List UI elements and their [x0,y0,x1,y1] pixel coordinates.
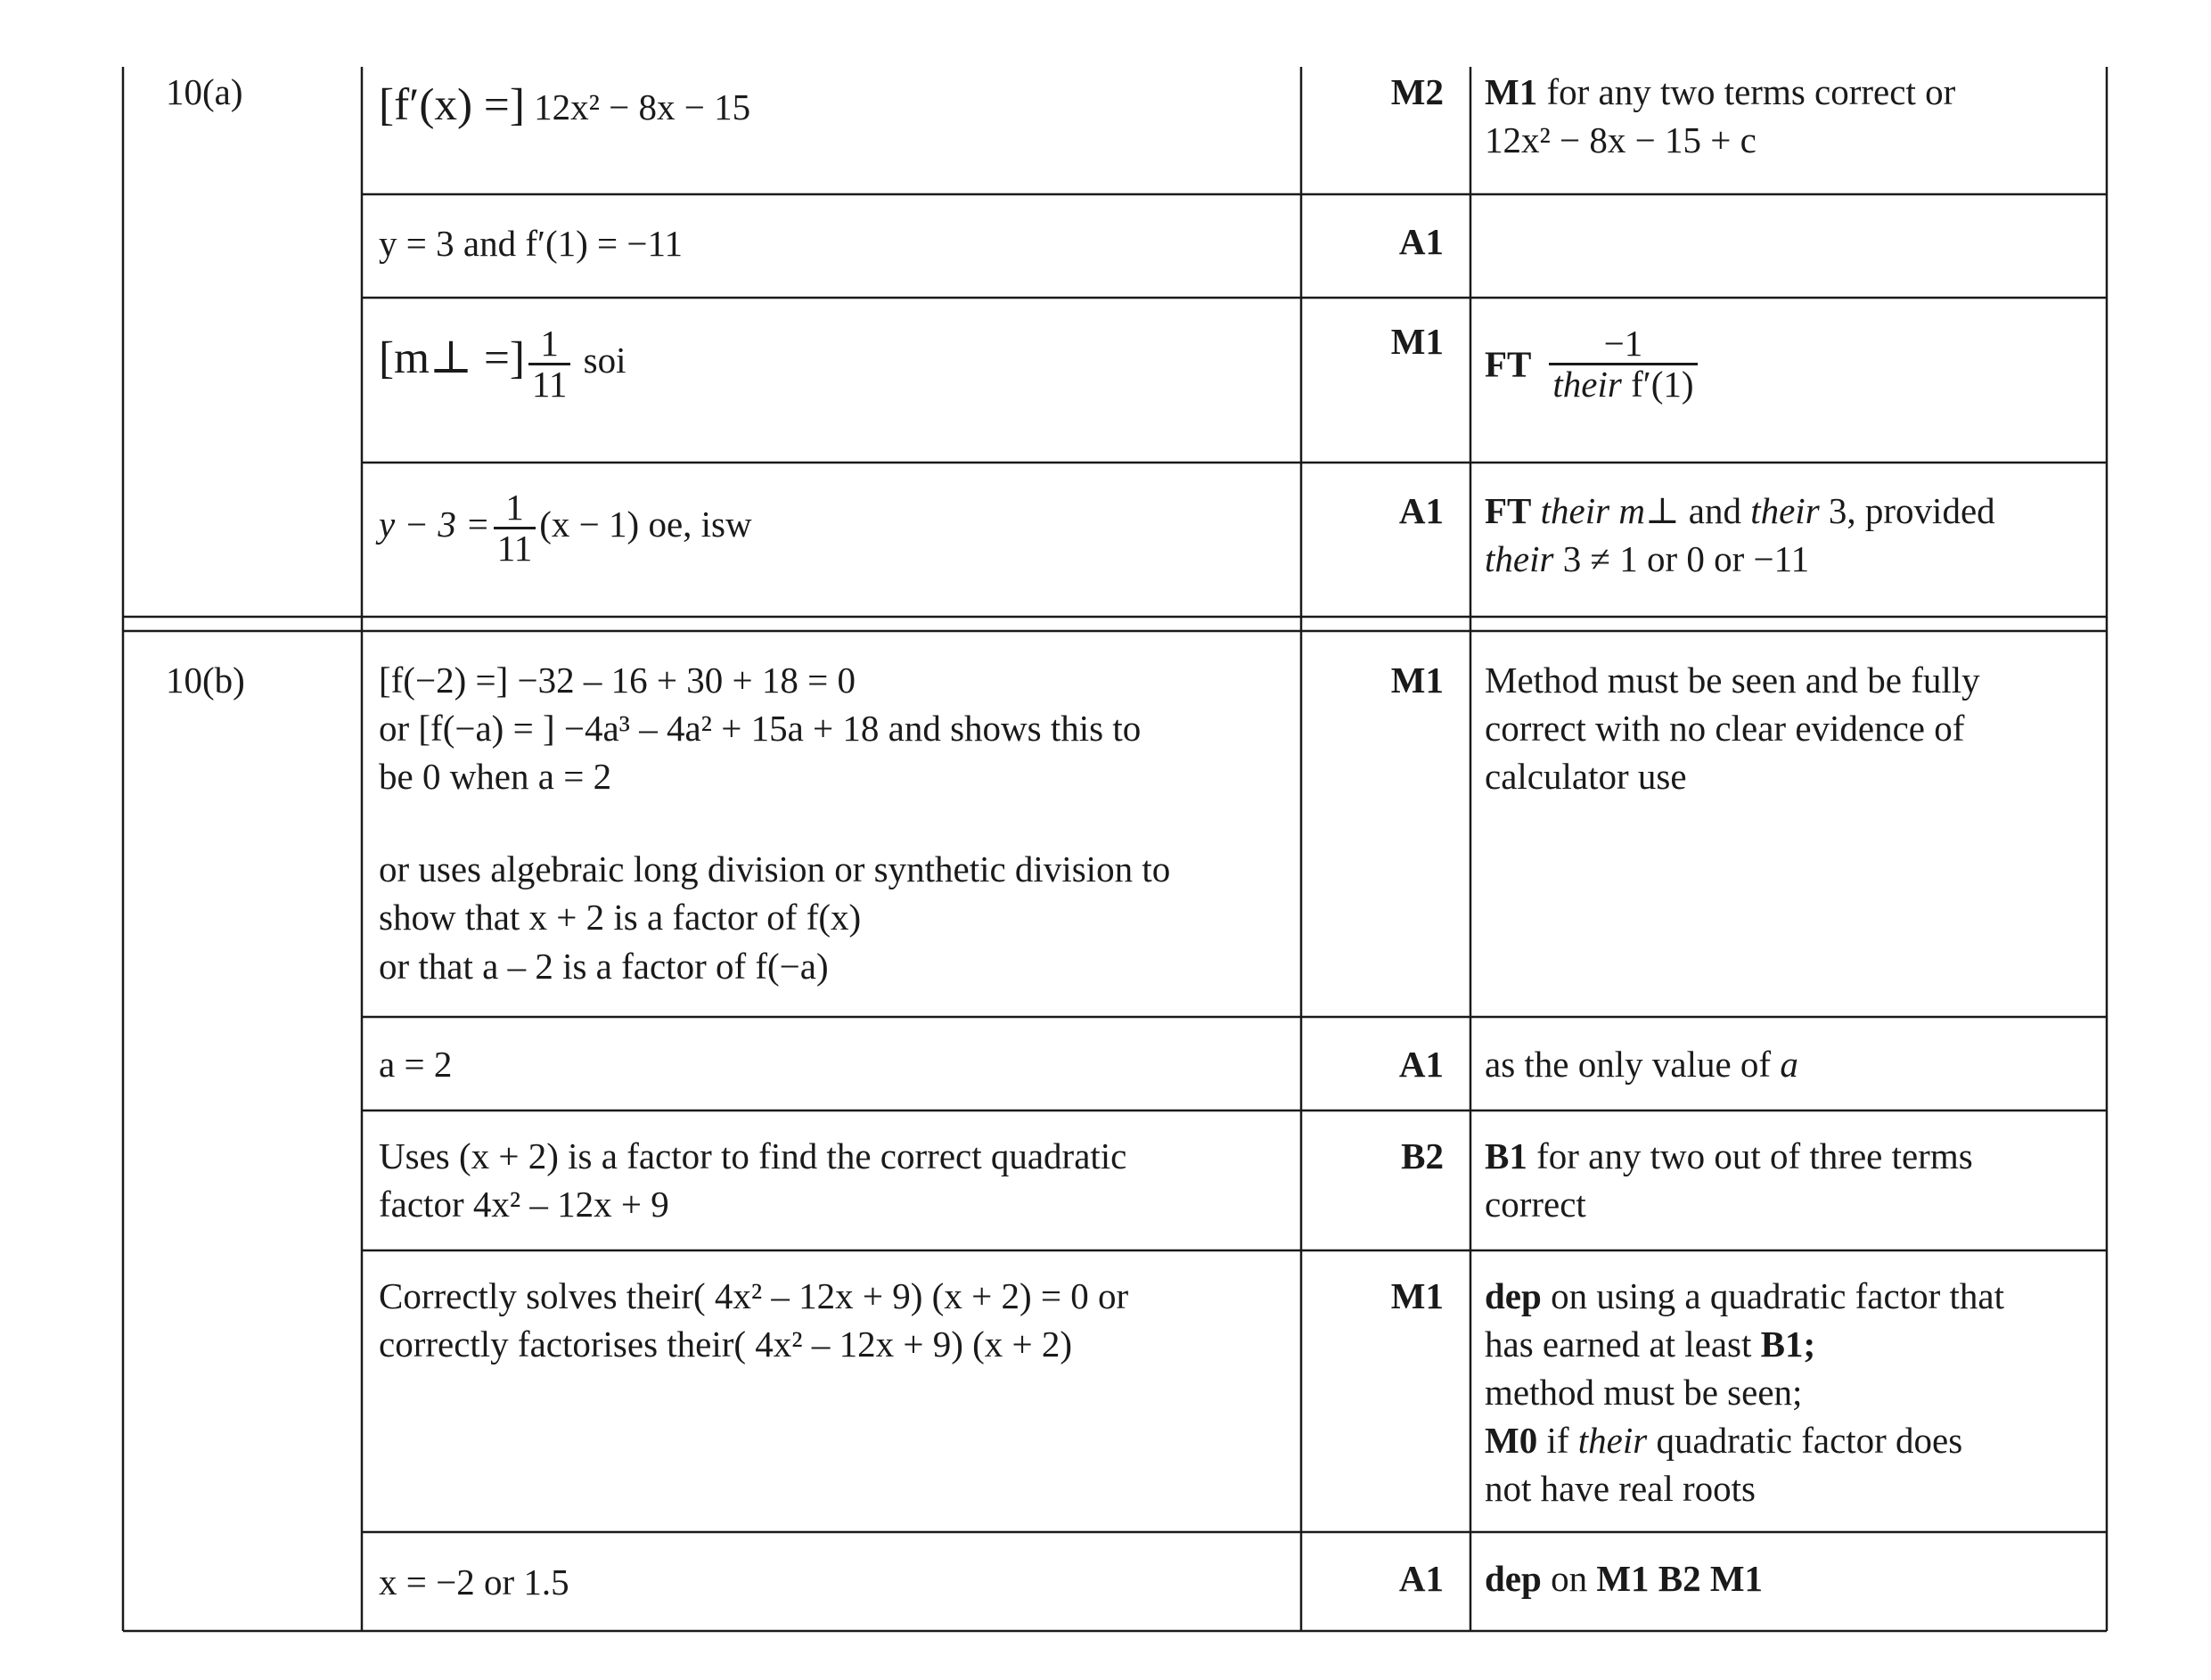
answer-text: x = −2 or 1.5 [379,1561,569,1602]
mark-code: M1 [1390,660,1444,701]
guidance-line2: 3 ≠ 1 or 0 or −11 [1562,538,1810,580]
mark-10b-1 [1297,656,1444,704]
answer-lhs: y − 3 = [379,503,490,545]
guidance-text: has earned at least [1485,1324,1752,1365]
mark-10b-4 [1297,1272,1444,1320]
question-label-10a [166,68,353,116]
guidance-10a-3 [1485,324,2100,404]
guidance-italic: their [1540,490,1610,531]
guidance-bold: M1 [1485,71,1538,112]
guidance-text: method must be seen; [1485,1372,1803,1414]
guidance-text: quadratic factor does [1656,1420,1963,1462]
answer-line: be 0 when a = 2 [379,756,612,798]
mark-10a-3 [1297,317,1444,365]
guidance-italic: their [1750,490,1820,531]
guidance-line: correct with no clear evidence of [1485,708,1965,750]
guidance-bold: FT [1485,490,1532,531]
fraction [528,324,570,404]
question-label-text: 10(b) [166,660,245,701]
guidance-bold: FT [1485,343,1532,385]
answer-row-10b-2 [379,1040,1279,1088]
guidance-bold: M1 B2 M1 [1596,1558,1764,1599]
fraction-denominator: f′(1) [1631,364,1694,406]
answer-text: a = 2 [379,1044,453,1085]
answer-line: correctly factorises their( 4x² – 12x + 9) (x + 2) [379,1324,1073,1365]
answer-bracket: [f′(x) =] [379,79,525,130]
answer-text: y = 3 and f′(1) = −11 [379,223,683,264]
guidance-text: for any two out of three terms [1536,1135,1973,1176]
mark-code: A1 [1398,1044,1444,1085]
fraction-denominator-italic: their [1552,364,1622,406]
guidance-text: on [1551,1558,1588,1599]
guidance-symbol: m⊥ [1618,490,1680,531]
answer-rhs: (x − 1) oe, isw [539,503,752,545]
guidance-bold: dep [1485,1558,1542,1599]
fraction-denominator: 11 [531,364,568,406]
guidance-bold: M0 [1485,1420,1538,1462]
guidance-line: calculator use [1485,756,1687,798]
mark-code: M1 [1390,321,1444,362]
answer-row-10b-1 [379,656,1279,990]
mark-code: A1 [1398,490,1444,531]
answer-row-10b-4 [379,1272,1279,1368]
answer-line: or [f(−a) = ] −4a³ – 4a² + 15a + 18 and shows this to [379,708,1142,750]
answer-row-10a-2 [379,219,1279,267]
answer-line: Uses (x + 2) is a factor to find the correct quadratic [379,1135,1127,1176]
fraction-numerator: −1 [1549,324,1697,365]
guidance-10b-4 [1485,1272,2100,1513]
answer-bracket: [m⊥ =] [379,332,525,383]
answer-line: factor 4x² – 12x + 9 [379,1184,669,1225]
mark-code: A1 [1398,221,1444,262]
answer-line: or uses algebraic long division or synthetic division to [379,848,1171,890]
mark-10b-2 [1297,1040,1444,1088]
answer-line: Correctly solves their( 4x² – 12x + 9) (x + 2) = 0 or [379,1275,1129,1316]
answer-suffix: soi [583,339,626,381]
fraction [494,488,536,568]
fraction-denominator: 11 [496,528,533,570]
mark-code: M1 [1390,1275,1444,1316]
guidance-bold: B1 [1485,1135,1527,1176]
guidance-text: 3, provided [1828,490,1995,531]
guidance-bold: dep [1485,1275,1542,1316]
answer-line: [f(−2) =] −32 – 16 + 30 + 18 = 0 [379,660,856,701]
guidance-italic: their [1577,1420,1648,1462]
guidance-line: Method must be seen and be fully [1485,660,1980,701]
guidance-italic: their [1485,538,1554,580]
fraction-numerator: 1 [528,324,570,365]
guidance-10b-1 [1485,656,2100,800]
guidance-text: if [1546,1420,1569,1462]
guidance-text: as the only value of [1485,1044,1772,1085]
answer-line: show that x + 2 is a factor of f(x) [379,897,862,938]
guidance-10b-3 [1485,1132,2100,1228]
mark-10b-5 [1297,1554,1444,1602]
mark-code: M2 [1390,71,1444,112]
mark-10a-4 [1297,487,1444,535]
mark-10a-1 [1297,68,1444,116]
guidance-text: not have real roots [1485,1468,1756,1510]
guidance-bold: B1; [1760,1324,1816,1365]
mark-10b-3 [1297,1132,1444,1180]
answer-line: or that a – 2 is a factor of f(−a) [379,945,829,987]
answer-row-10b-3 [379,1132,1279,1228]
mark-code: A1 [1398,1558,1444,1599]
answer-row-10b-5 [379,1558,1279,1606]
guidance-line2: correct [1485,1184,1586,1225]
guidance-text: for any two terms correct or [1546,71,1956,112]
guidance-text: on using a quadratic factor that [1551,1275,2004,1316]
guidance-text: and [1688,490,1741,531]
mark-10a-2 [1297,217,1444,266]
guidance-10a-1 [1485,68,2100,164]
mark-code: B2 [1401,1135,1444,1176]
guidance-fraction [1549,324,1697,404]
answer-expression: 12x² − 8x − 15 [534,86,751,127]
fraction-numerator: 1 [494,488,536,529]
guidance-10b-5 [1485,1554,2100,1602]
answer-row-10a-3 [379,324,1279,404]
answer-row-10a-1 [379,75,1279,135]
guidance-line2: 12x² − 8x − 15 + c [1485,119,1757,161]
guidance-10a-4 [1485,487,2100,583]
question-label-text: 10(a) [166,71,243,112]
guidance-10b-2 [1485,1040,2100,1088]
answer-row-10a-4 [379,488,1279,568]
question-label-10b [166,656,353,704]
guidance-variable: a [1780,1044,1798,1085]
